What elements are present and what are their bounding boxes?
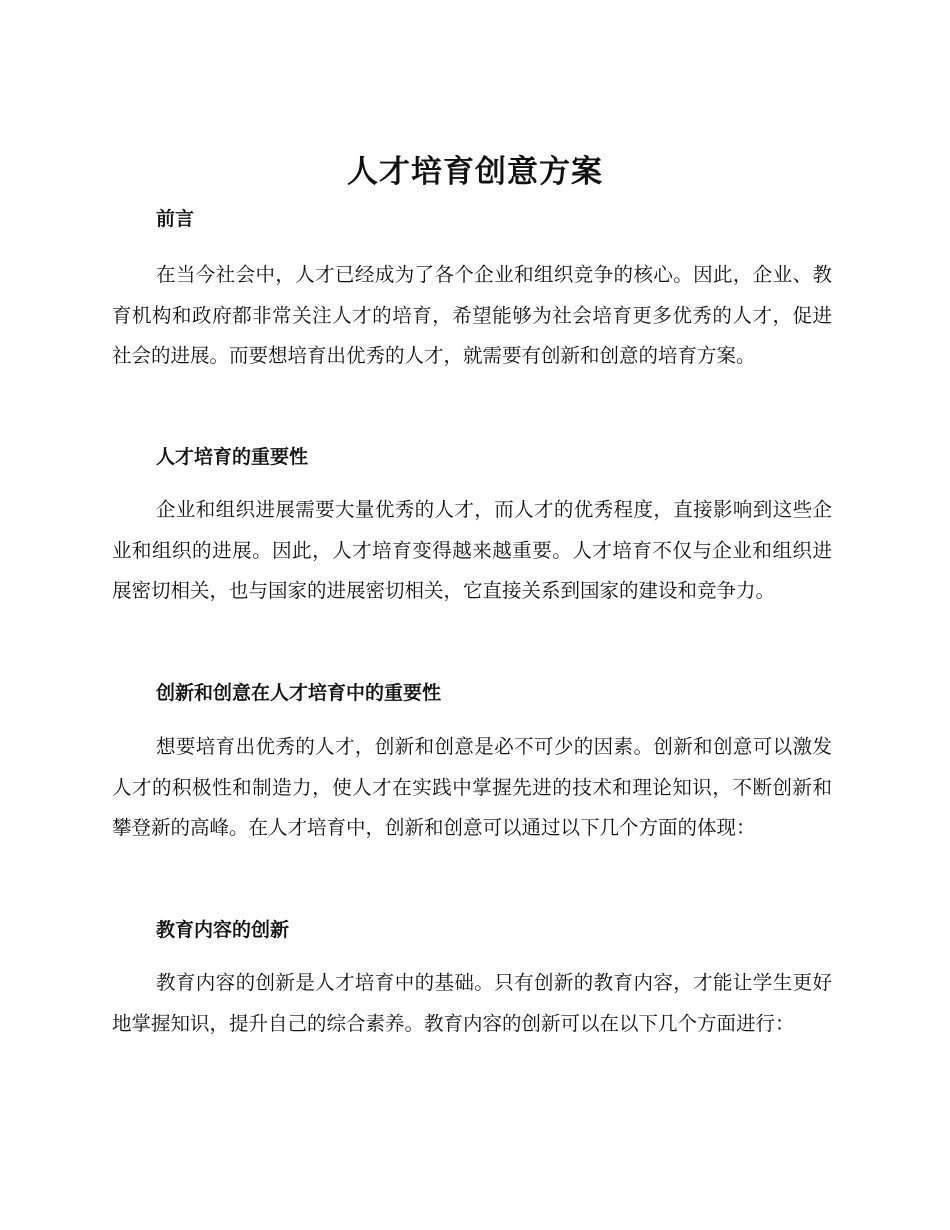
section-paragraph-importance: 企业和组织进展需要大量优秀的人才，而人才的优秀程度，直接影响到这些企业和组织的进展。因此，人才培育变得越来越重要。人才培育不仅与企业和组织进展密切相关，也与国家的进展密切相关，它直接关系到国家的建设和竞争力。 (112, 498, 832, 602)
section-heading-education-content: 教育内容的创新 (156, 919, 290, 941)
section-paragraph-preface: 在当今社会中，人才已经成为了各个企业和组织竞争的核心。因此，企业、教育机构和政府都非常关注人才的培育，希望能够为社会培育更多优秀的人才，促进社会的进展。而要想培育出优秀的人才，就需要有创新和创意的培育方案。 (112, 263, 832, 367)
document-title: 人才培育创意方案 (347, 154, 603, 190)
section-paragraph-education-content: 教育内容的创新是人才培育中的基础。只有创新的教育内容，才能让学生更好地掌握知识，提升自己的综合素养。教育内容的创新可以在以下几个方面进行： (112, 971, 832, 1035)
section-heading-preface: 前言 (156, 208, 195, 230)
section-heading-innovation: 创新和创意在人才培育中的重要性 (156, 682, 442, 704)
section-paragraph-innovation: 想要培育出优秀的人才，创新和创意是必不可少的因素。创新和创意可以激发人才的积极性和制造力，使人才在实践中掌握先进的技术和理论知识，不断创新和攀登新的高峰。在人才培育中，创新和创意可以通过以下几个方面的体现： (112, 735, 832, 839)
section-heading-importance: 人才培育的重要性 (156, 446, 309, 468)
